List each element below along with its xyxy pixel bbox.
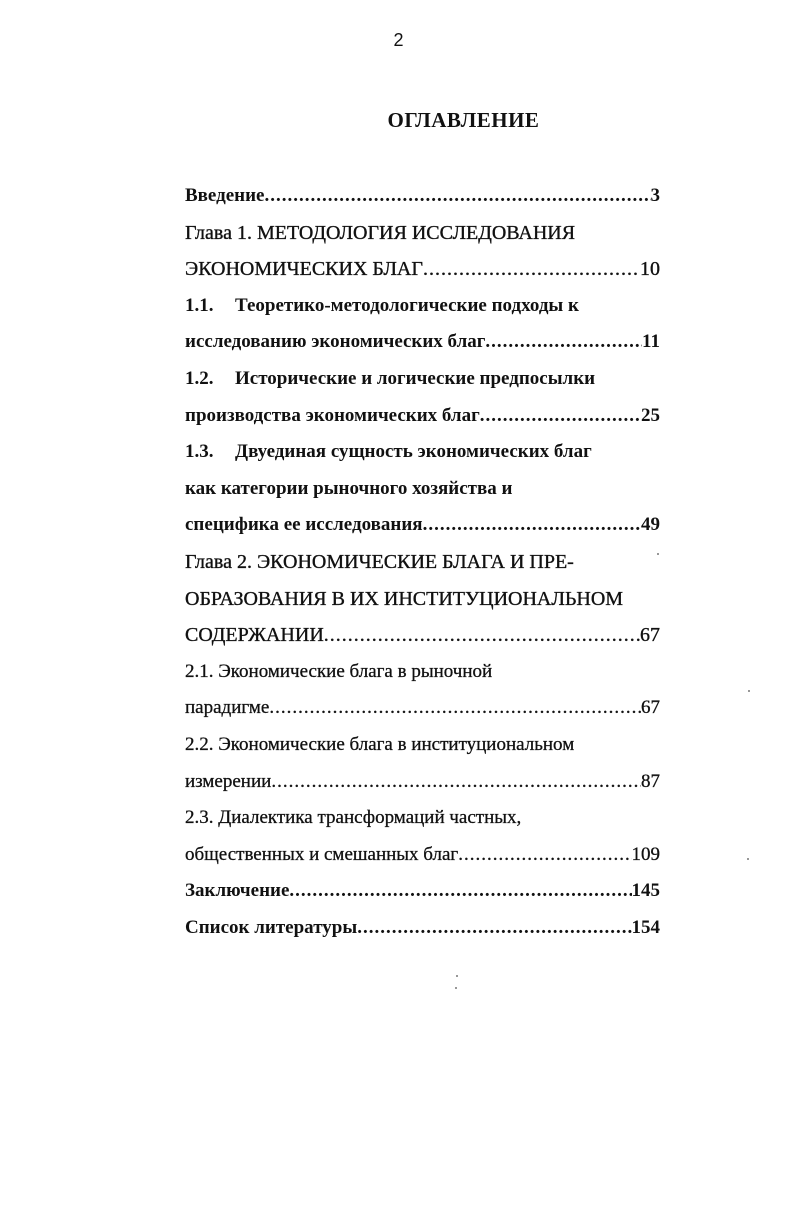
dot-leader [423,507,641,544]
toc-entry-text: парадигме [185,697,270,719]
toc-chapter-2-line-3 [185,617,660,654]
toc-entry-text: измерении [185,770,272,792]
dot-leader [423,251,640,288]
section-number: 1.3. [185,441,214,463]
toc-section-1-3-line-3 [185,507,660,544]
section-number: 1.2. [185,367,214,389]
toc-chapter-1-line-2 [185,251,660,288]
toc-entry-page: 87 [641,770,660,792]
dot-leader [265,178,651,215]
toc-entry-text: СОДЕРЖАНИИ [185,624,324,647]
toc-entry-page: 49 [641,514,660,536]
scan-speck [657,553,659,555]
section-title: Теоретико-методологические подходы к [235,294,579,316]
toc-entry-text: общественных и смешанных благ [185,843,459,865]
scan-speck [747,858,749,860]
dot-leader [485,324,642,361]
toc-section-2-3-line-2 [185,837,660,874]
dot-leader [271,764,641,801]
page-number: 2 [393,30,404,50]
toc-section-1-2-line-1 [185,361,660,398]
toc-entry-intro [185,178,660,215]
toc-chapter-1-line-1: Глава 1. МЕТОДОЛОГИЯ ИССЛЕДОВАНИЯ [185,221,576,244]
toc-section-1-1-line-2 [185,324,660,361]
toc-entry-page: 25 [641,404,660,426]
toc-entry-text: Список литературы [185,916,358,938]
toc-chapter-2-line-1: Глава 2. ЭКОНОМИЧЕСКИЕ БЛАГА И ПРЕ- [185,550,574,573]
toc-entry-text: ЭКОНОМИЧЕСКИХ БЛАГ [185,258,423,281]
toc-entry-page: 154 [631,916,660,938]
toc-entry-page: 10 [640,258,660,281]
toc-section-1-3-line-1 [185,434,660,471]
dot-leader [324,617,640,654]
toc-title: ОГЛАВЛЕНИЕ [387,108,540,132]
dot-leader [458,837,631,874]
toc-entry-page: 3 [650,185,660,206]
toc-entry-text: Введение [185,185,265,206]
toc-entry-page: 11 [642,331,660,353]
toc-entry-page: 67 [641,697,660,719]
toc-section-2-2-line-1: 2.2. Экономические блага в институциональном [185,733,575,755]
toc-entry-page: 109 [631,843,660,865]
toc-entry-text: исследованию экономических благ [185,331,486,353]
table-of-contents [185,178,660,946]
toc-section-1-3-line-2: как категории рыночного хозяйства и [185,477,513,499]
toc-entry-references [185,910,660,947]
toc-entry-page: 67 [640,624,660,647]
toc-entry-conclusion [185,873,660,910]
toc-section-2-1-line-2 [185,690,660,727]
toc-entry-page: 145 [631,880,660,902]
toc-entry-text: производства экономических благ [185,404,480,426]
scan-speck [455,987,457,989]
toc-chapter-2-line-2: ОБРАЗОВАНИЯ В ИХ ИНСТИТУЦИОНАЛЬНОМ [185,587,624,610]
toc-entry-text: Заключение [185,880,290,902]
dot-leader [480,398,641,435]
toc-section-1-2-line-2 [185,398,660,435]
section-title: Двуединая сущность экономических благ [235,441,592,463]
dot-leader [357,910,631,947]
section-title: Исторические и логические предпосылки [235,367,596,389]
scan-speck [748,690,750,692]
toc-section-2-2-line-2 [185,764,660,801]
toc-section-1-1-line-1 [185,288,660,325]
scan-speck [456,975,458,977]
toc-section-2-3-line-1: 2.3. Диалектика трансформаций частных, [185,807,522,829]
toc-entry-text: специфика ее исследования [185,514,423,536]
toc-section-2-1-line-1: 2.1. Экономические блага в рыночной [185,660,493,682]
dot-leader [289,873,631,910]
dot-leader [269,690,641,727]
section-number: 1.1. [185,294,214,316]
